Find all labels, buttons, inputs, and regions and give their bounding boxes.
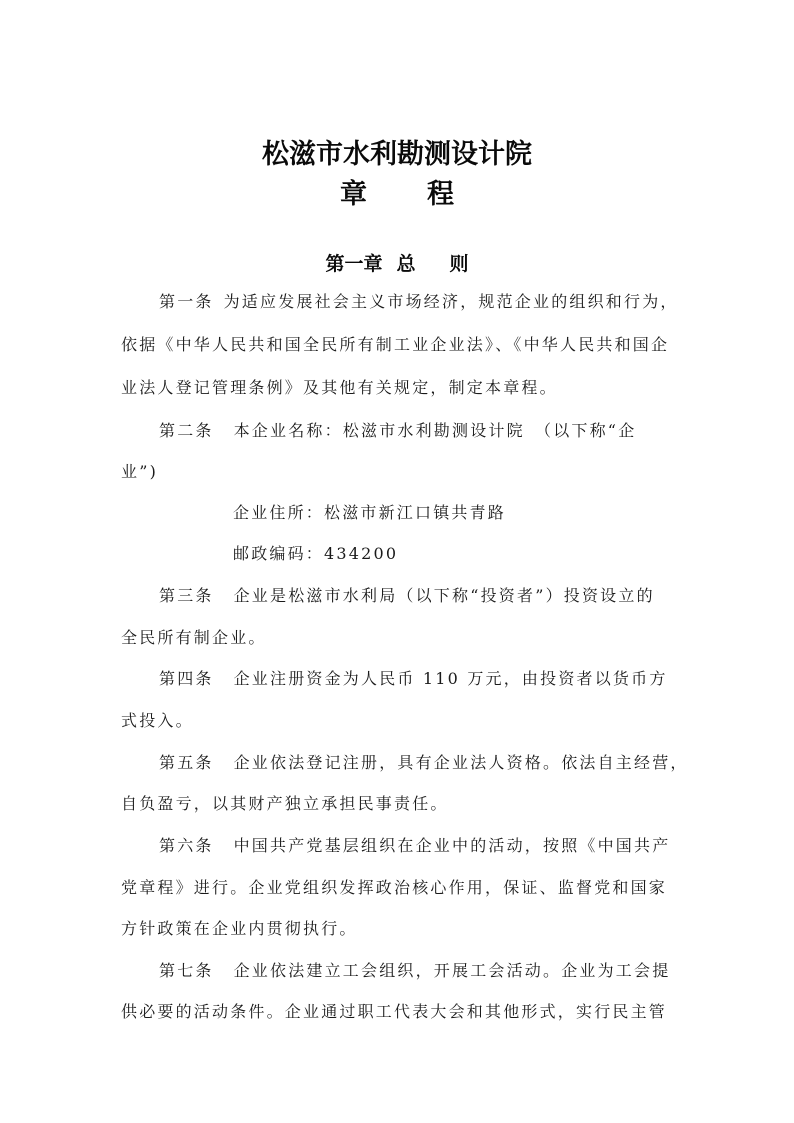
article-6-line-2: 党章程》进行。企业党组织发挥政治核心作用，保证、监督党和国家: [121, 878, 668, 897]
article-2-line-2: 业”): [121, 462, 159, 481]
doc-title-left: 章: [340, 179, 367, 210]
paragraph-text: 企业依法建立工会组织，开展工会活动。企业为工会提: [233, 961, 671, 980]
paragraph-text: 企业是松滋市水利局（以下称“投资者”）投资设立的: [233, 586, 655, 605]
doc-title-heading: [0, 172, 794, 211]
article-label: 第五条: [159, 753, 214, 772]
article-label: 第六条: [159, 836, 214, 855]
article-7-line-2: 供必要的活动条件。企业通过职工代表大会和其他形式，实行民主管: [121, 1002, 668, 1021]
article-2-address: 企业住所：松滋市新江口镇共青路: [233, 503, 507, 522]
article-label: 第三条: [159, 586, 214, 605]
article-3-line-1: [159, 585, 719, 607]
paragraph-text: 本企业名称：松滋市水利勘测设计院 （以下称“企: [233, 421, 637, 440]
paragraph-text: 企业注册资金为人民币 110 万元，由投资者以货币方: [233, 669, 668, 688]
article-6-line-1: [159, 835, 719, 857]
article-2-postcode: 邮政编码：434200: [233, 544, 399, 563]
chapter-number: 第一章: [325, 253, 383, 275]
article-5-line-1: [159, 752, 719, 774]
paragraph-text: 为适应发展社会主义市场经济，规范企业的组织和行为，: [223, 292, 679, 311]
article-label: 第七条: [159, 961, 214, 980]
article-2-line-1: [159, 420, 719, 442]
article-5-line-2: 自负盈亏，以其财产独立承担民事责任。: [121, 794, 449, 813]
article-1-line-2: 依据《中华人民共和国全民所有制工业企业法》、《中华人民共和国企: [121, 335, 670, 354]
article-4-line-2: 式投入。: [121, 711, 194, 730]
doc-title-right: 程: [427, 179, 454, 210]
article-1-line-3: 业法人登记管理条例》及其他有关规定，制定本章程。: [121, 378, 558, 397]
chapter-title-right: 则: [449, 253, 469, 275]
article-3-line-2: 全民所有制企业。: [121, 628, 267, 647]
article-7-line-1: [159, 960, 719, 982]
article-4-line-1: [159, 668, 719, 690]
article-1-line-1: [159, 291, 719, 313]
article-label: 第四条: [159, 669, 214, 688]
chapter-heading: [0, 249, 794, 276]
chapter-title-left: 总: [396, 253, 416, 275]
article-6-line-3: 方针政策在企业内贯彻执行。: [121, 919, 358, 938]
org-name-heading: 松滋市水利勘测设计院: [262, 139, 532, 170]
paragraph-text: 企业依法登记注册，具有企业法人资格。依法自主经营，: [233, 753, 689, 772]
paragraph-text: 中国共产党基层组织在企业中的活动，按照《中国共产: [233, 836, 671, 855]
article-label: 第一条: [159, 292, 214, 311]
article-label: 第二条: [159, 421, 214, 440]
